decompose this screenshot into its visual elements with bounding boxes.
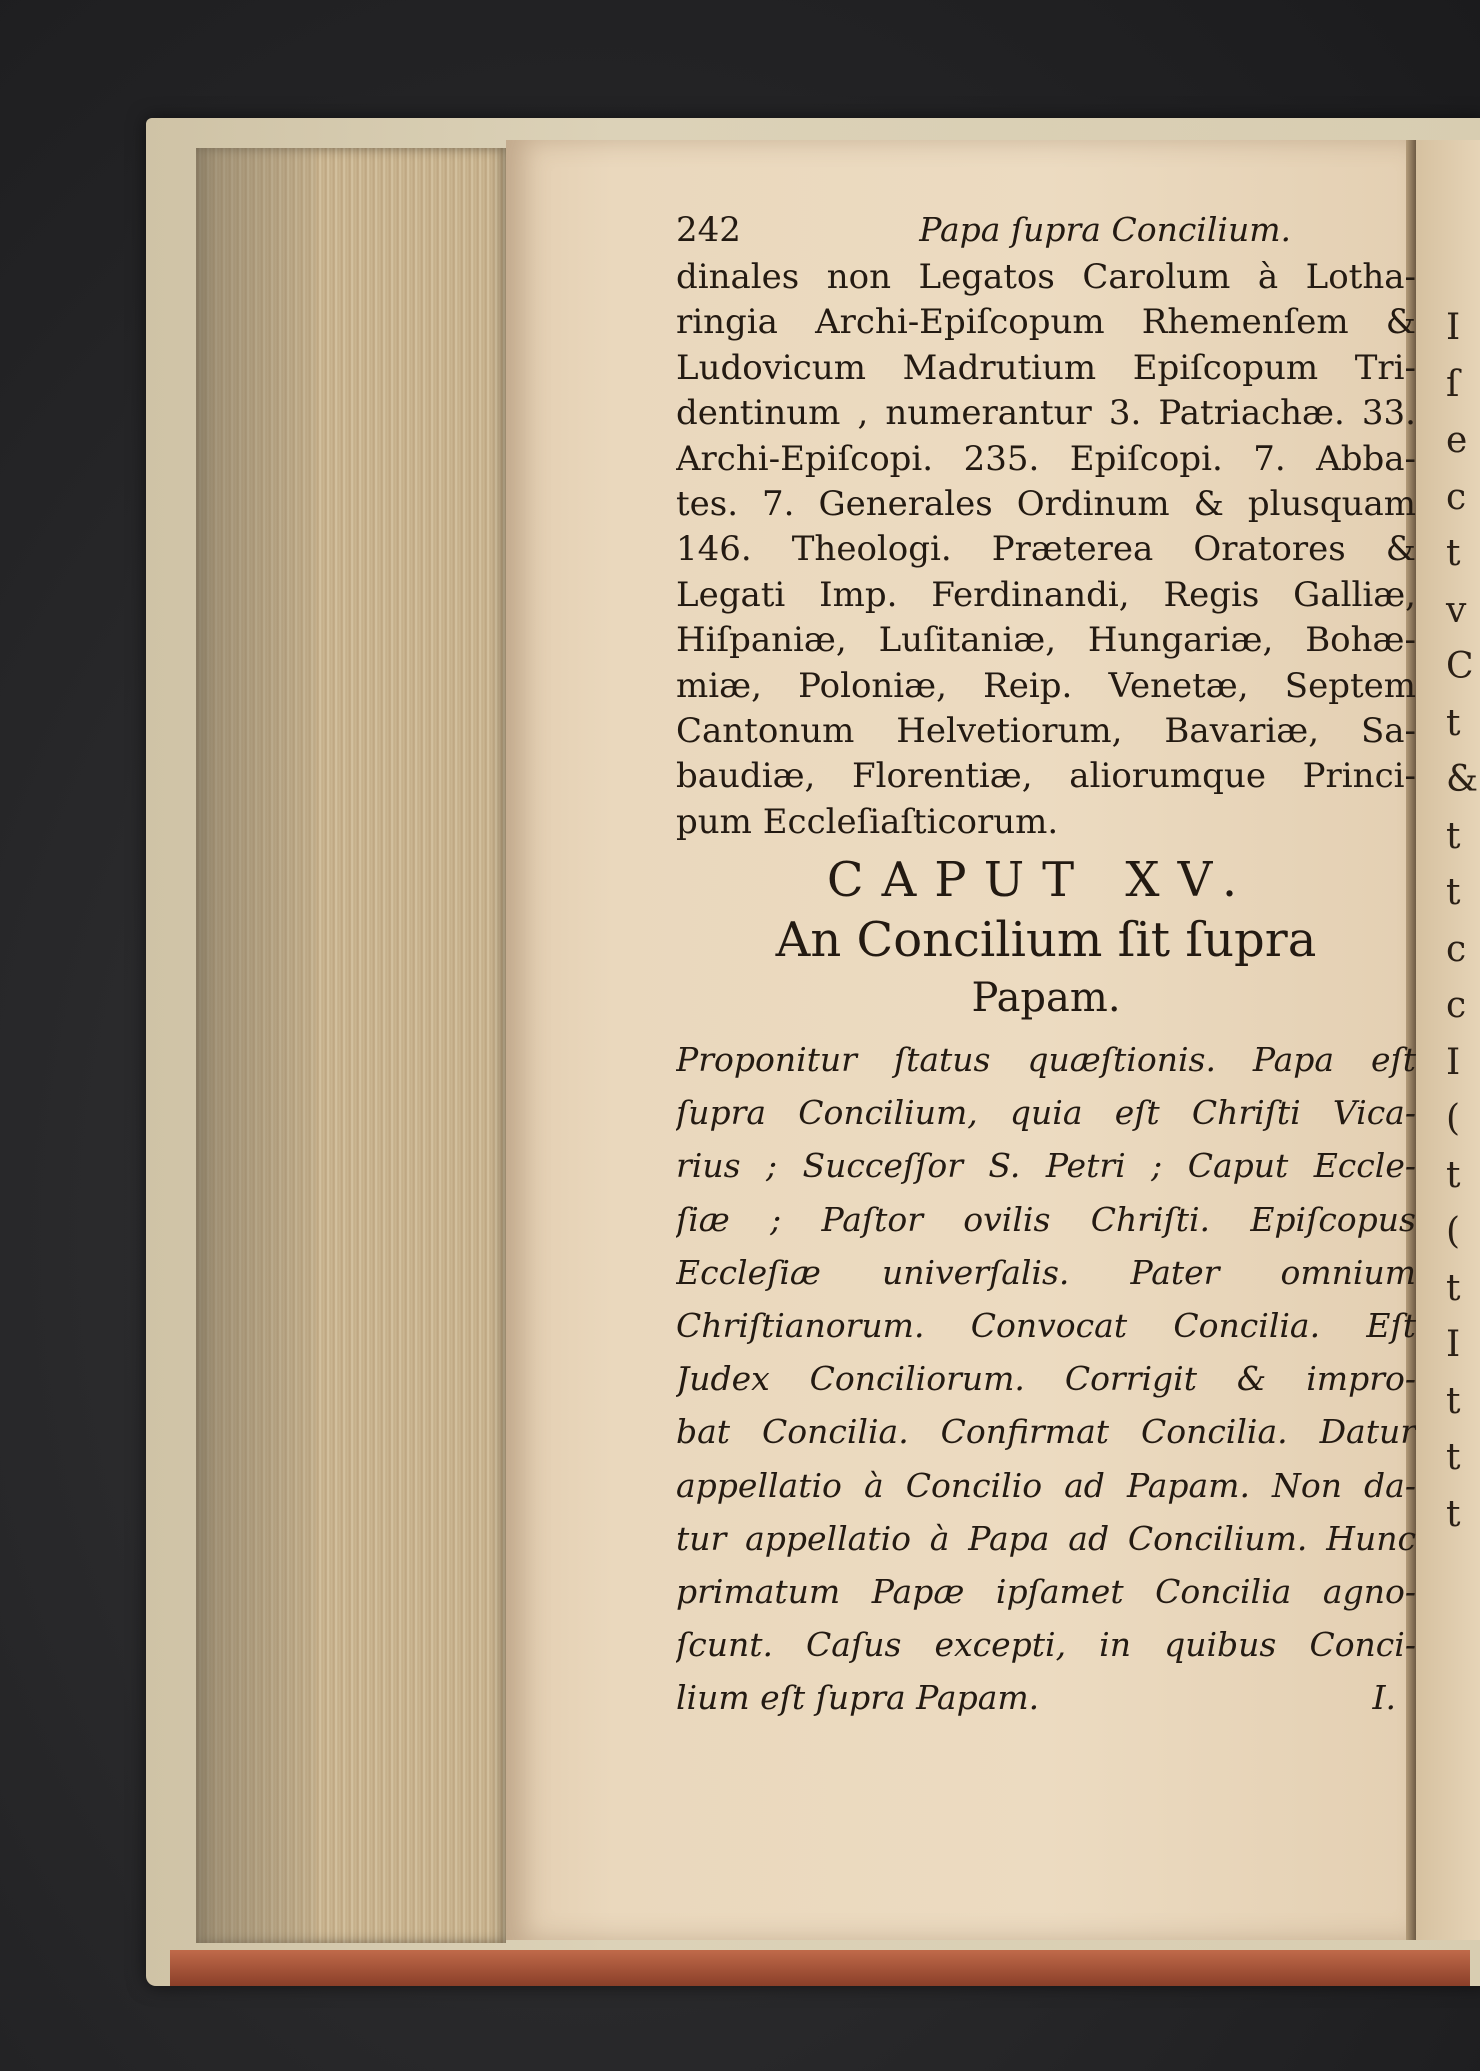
summary-line: appellatio à Concilio ad Papam. Non da- bbox=[676, 1465, 1416, 1505]
facing-page-letter: I bbox=[1446, 1041, 1461, 1083]
text-block bbox=[676, 205, 1416, 1725]
facing-page-letter: c bbox=[1446, 928, 1467, 970]
text-line: Hiſpaniæ, Luſitaniæ, Hungariæ, Bohæ- bbox=[676, 620, 1416, 661]
facing-page-letter: I bbox=[1446, 1324, 1461, 1365]
red-page-edge bbox=[170, 1950, 1470, 1986]
summary-line: rius ; Succeſſor S. Petri ; Caput Eccle- bbox=[676, 1146, 1416, 1186]
facing-page-letter: ( bbox=[1446, 1211, 1461, 1252]
page-header bbox=[676, 205, 1416, 255]
facing-page-letter: t bbox=[1446, 1437, 1461, 1478]
summary-line: Chriſtianorum. Convocat Concilia. Eſt bbox=[676, 1306, 1416, 1346]
catchword: I. bbox=[1372, 1678, 1396, 1718]
summary-line: lium eſt ſupra Papam. bbox=[676, 1678, 1040, 1718]
summary-line: primatum Papæ ipſamet Concilia agno- bbox=[676, 1571, 1416, 1611]
summary-line: bat Concilia. Confirmat Concilia. Datur bbox=[676, 1412, 1416, 1452]
text-line: Legati Imp. Ferdinandi, Regis Galliæ, bbox=[676, 574, 1416, 615]
text-line: 146. Theologi. Præterea Oratores & bbox=[676, 529, 1416, 570]
page-number: 242 bbox=[676, 210, 741, 250]
summary-line: ſiæ ; Paſtor ovilis Chriſti. Epiſcopus bbox=[676, 1199, 1416, 1239]
summary-line: Proponitur ſtatus quæſtionis. Papa eſt bbox=[676, 1040, 1416, 1080]
text-line: Ludovicum Madrutium Epiſcopum Tri- bbox=[676, 347, 1416, 388]
text-line: pum Eccleſiaſticorum. bbox=[676, 801, 1059, 842]
text-line: ringia Archi-Epiſcopum Rhemenſem & bbox=[676, 302, 1416, 343]
facing-page-letter: e bbox=[1446, 420, 1468, 461]
facing-page-letter: t bbox=[1446, 1380, 1461, 1422]
text-line: dinales non Legatos Carolum à Lotha- bbox=[676, 257, 1416, 297]
facing-page-letter: v bbox=[1446, 589, 1467, 631]
text-line: Archi-Epiſcopi. 235. Epiſcopi. 7. Abba- bbox=[676, 438, 1416, 479]
chapter-title-continued: Papam. bbox=[971, 975, 1121, 1022]
facing-page-letter: t bbox=[1446, 1267, 1461, 1309]
facing-page-letter: & bbox=[1446, 759, 1479, 800]
facing-page-letter: C bbox=[1446, 646, 1474, 687]
facing-page-letter: ſ bbox=[1446, 363, 1460, 405]
facing-page-letter: t bbox=[1446, 533, 1461, 574]
facing-page-letter: t bbox=[1446, 1493, 1461, 1535]
facing-page-letter: c bbox=[1446, 985, 1467, 1026]
text-line: miæ, Poloniæ, Reip. Venetæ, Septem bbox=[676, 665, 1416, 706]
text-line: baudiæ, Florentiæ, aliorumque Princi- bbox=[676, 756, 1416, 797]
facing-page-letter: I bbox=[1446, 307, 1461, 348]
text-line: tes. 7. Generales Ordinum & plusquam bbox=[676, 483, 1416, 524]
facing-page-letters bbox=[1446, 300, 1480, 1543]
facing-page-letter: t bbox=[1446, 1154, 1461, 1196]
facing-page-letter: t bbox=[1446, 702, 1461, 744]
last-summary-row bbox=[676, 1671, 1416, 1724]
summary-line: Judex Conciliorum. Corrigit & impro- bbox=[676, 1359, 1416, 1399]
summary-line: tur appellatio à Papa ad Concilium. Hunc bbox=[676, 1518, 1416, 1558]
summary-line: ſupra Concilium, quia eſt Chriſti Vica- bbox=[676, 1093, 1416, 1133]
facing-page-letter: c bbox=[1446, 476, 1467, 518]
edge-stain bbox=[196, 148, 316, 1943]
body-paragraph bbox=[676, 255, 1416, 845]
facing-page-letter: t bbox=[1446, 815, 1461, 857]
text-line: Cantonum Helvetiorum, Bavariæ, Sa- bbox=[676, 710, 1416, 751]
chapter-number: CAPUT XV. bbox=[826, 852, 1256, 909]
facing-page-letter: ( bbox=[1446, 1098, 1461, 1139]
running-head: Papa ſupra Concilium. bbox=[919, 210, 1291, 249]
facing-page-letter: t bbox=[1446, 872, 1461, 913]
summary-line: ſcunt. Caſus excepti, in quibus Conci- bbox=[676, 1625, 1416, 1665]
chapter-title: An Concilium ſit ſupra bbox=[775, 912, 1317, 969]
text-line: dentinum , numerantur 3. Patriachæ. 33. bbox=[676, 393, 1416, 434]
chapter-summary bbox=[676, 1033, 1416, 1724]
summary-line: Eccleſiæ univerſalis. Pater omnium bbox=[676, 1252, 1416, 1292]
